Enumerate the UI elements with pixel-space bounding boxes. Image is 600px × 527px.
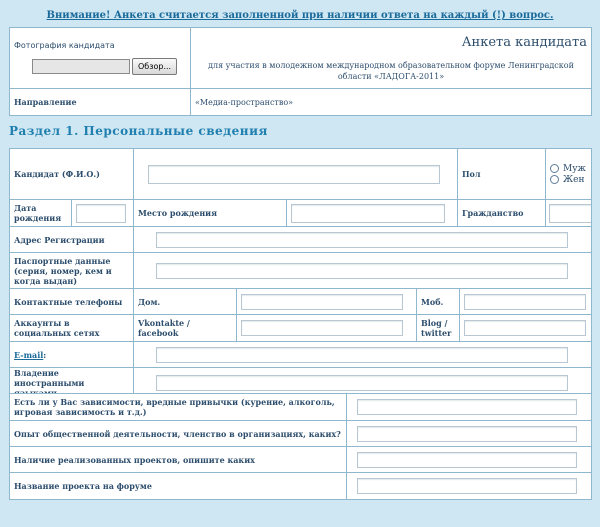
candidate-name-input[interactable] — [148, 165, 440, 184]
photo-cell — [10, 28, 191, 89]
photo-label: Фотография кандидата — [14, 41, 115, 50]
radio-male[interactable] — [550, 164, 559, 173]
public-activity-label: Опыт общественной деятельности, членство в организациях, каких? — [10, 421, 347, 447]
addictions-input[interactable] — [357, 399, 577, 415]
photo-file-input[interactable] — [32, 59, 130, 74]
birth-date-input[interactable] — [76, 204, 126, 223]
address-rows — [9, 226, 592, 289]
citizenship-input[interactable] — [549, 204, 592, 223]
questions-rows — [9, 393, 592, 500]
birth-row — [9, 199, 592, 227]
email-colon: : — [43, 349, 47, 360]
gender-female-option[interactable] — [550, 175, 587, 185]
projects-label: Наличие реализованных проектов, опишите каких — [10, 447, 347, 473]
addictions-label: Есть ли у Вас зависимости, вредные привычки (курение, алкоголь, игровая зависимость и т.д.) — [10, 394, 347, 421]
vk-input[interactable] — [241, 320, 403, 336]
projects-input[interactable] — [357, 452, 577, 468]
reg-address-input[interactable] — [156, 232, 568, 248]
radio-female[interactable] — [550, 175, 559, 184]
accounts-label: Аккаунты в социальных сетях — [10, 315, 134, 342]
gender-label: Пол — [458, 149, 546, 200]
vk-label: Vkontakte / facebook — [134, 315, 237, 342]
languages-input[interactable] — [156, 375, 568, 391]
reg-address-label: Адрес Регистрации — [10, 227, 134, 253]
email-label-cell — [10, 342, 134, 368]
page-title: Анкета кандидата — [461, 34, 587, 50]
home-phone-label: Дом. — [134, 289, 237, 315]
mobile-phone-input[interactable] — [464, 294, 586, 310]
gender-options — [546, 149, 592, 200]
direction-label: Направление — [10, 89, 191, 116]
email-input[interactable] — [156, 347, 568, 363]
citizenship-label: Гражданство — [458, 200, 546, 227]
home-phone-input[interactable] — [241, 294, 403, 310]
gender-male-option[interactable] — [550, 164, 587, 174]
anketa-header-cell — [191, 28, 592, 89]
candidate-label: Кандидат (Ф.И.О.) — [10, 149, 134, 200]
gender-female-label: Жен — [563, 174, 585, 185]
birth-place-label: Место рождения — [134, 200, 287, 227]
birth-place-input[interactable] — [291, 204, 445, 223]
header-table — [9, 27, 592, 116]
email-link[interactable]: E-mail — [14, 349, 44, 360]
forum-project-input[interactable] — [357, 478, 577, 494]
page-subtitle: для участия в молодежном международном образовательном форуме Ленинградской области «ЛАДОГА-2011» — [208, 60, 574, 81]
blog-input[interactable] — [464, 320, 586, 336]
completion-notice: Внимание! Анкета считается заполненной при наличии ответа на каждый (!) вопрос. — [46, 10, 554, 21]
email-rows — [9, 341, 592, 399]
gender-male-label: Муж — [563, 163, 586, 174]
mobile-phone-label: Моб. — [417, 289, 460, 315]
public-activity-input[interactable] — [357, 426, 577, 442]
languages-label: Владение иностранными — [10, 368, 134, 399]
passport-label: Паспортные данные (серия, номер, кем и когда выдан) — [10, 253, 134, 289]
forum-project-label: Название проекта на форуме — [10, 473, 347, 500]
candidate-row — [9, 148, 592, 200]
contacts-rows — [9, 288, 592, 342]
section-title: Раздел 1. Персональные сведения — [9, 124, 268, 138]
birth-date-label: Дата рождения — [10, 200, 72, 227]
passport-input[interactable] — [156, 263, 568, 279]
browse-button[interactable]: Обзор... — [132, 58, 177, 75]
direction-value: «Медиа-пространство» — [191, 89, 592, 116]
blog-label: Blog / twitter — [417, 315, 460, 342]
phones-label: Контактные телефоны — [10, 289, 134, 315]
